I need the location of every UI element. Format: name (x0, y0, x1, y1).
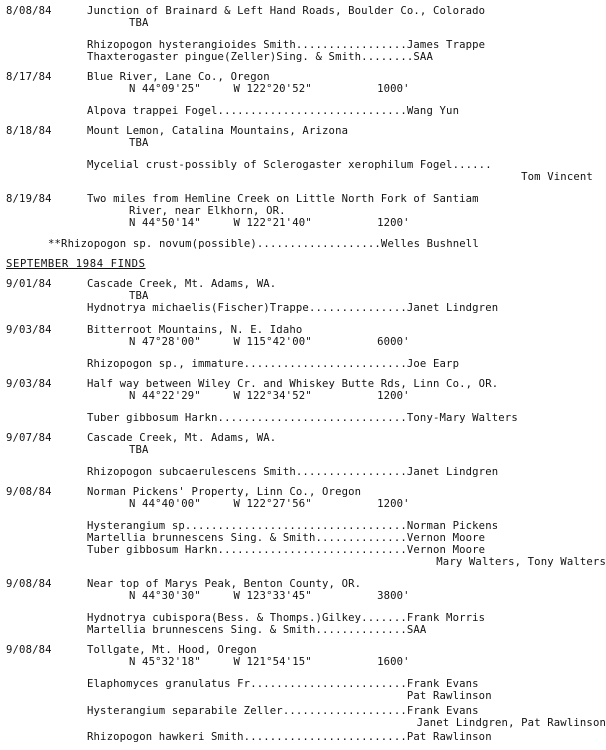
entry-date: 9/08/84 (6, 486, 52, 498)
location-detail: TBA (129, 17, 149, 29)
entry-date: 8/18/84 (6, 125, 52, 137)
collector-name: Janet Lindgren, Pat Rawlinson (416, 717, 606, 729)
location-detail: River, near Elkhorn, OR. (129, 205, 286, 217)
entry-line: Half way between Wiley Cr. and Whiskey Butte Rds, Linn Co., OR. (87, 378, 499, 390)
entry-line: Rhizopogon hysterangioides Smith.................James Trappe (87, 39, 486, 51)
entry-line: Bitterroot Mountains, N. E. Idaho (87, 324, 303, 336)
entry-line: Near top of Marys Peak, Benton County, OR. (87, 578, 362, 590)
entry-line: Two miles from Hemline Creek on Little North Fork of Santiam (87, 193, 479, 205)
location-detail: N 47°28'00" W 115°42'00" 6000' (129, 336, 410, 348)
location-detail: N 45°32'18" W 121°54'15" 1600' (129, 656, 410, 668)
entry-line: Hydnotrya michaelis(Fischer)Trappe...............Janet Lindgren (87, 302, 499, 314)
entry-line: Blue River, Lane Co., Oregon (87, 71, 270, 83)
entry-line: **Rhizopogon sp. novum(possible)...................Welles Bushnell (48, 238, 479, 250)
entry-line: Martellia brunnescens Sing. & Smith..............Vernon Moore (87, 532, 486, 544)
entry-date: 9/08/84 (6, 578, 52, 590)
entry-line: Rhizopogon subcaerulescens Smith.................Janet Lindgren (87, 466, 499, 478)
entry-line: Thaxterogaster pingue(Zeller)Sing. & Smith........SAA (87, 51, 433, 63)
location-detail: N 44°22'29" W 122°34'52" 1200' (129, 390, 410, 402)
entry-line: Tollgate, Mt. Hood, Oregon (87, 644, 257, 656)
entry-line: Tuber gibbosum Harkn.............................Vernon Moore (87, 544, 486, 556)
entry-line: Mycelial crust-possibly of Sclerogaster xerophilum Fogel...... (87, 159, 492, 171)
collector-name: Tom Vincent (521, 171, 606, 183)
location-detail: N 44°09'25" W 122°20'52" 1000' (129, 83, 410, 95)
location-detail: N 44°40'00" W 122°27'56" 1200' (129, 498, 410, 510)
section-heading: SEPTEMBER 1984 FINDS (6, 258, 146, 270)
entry-date: 8/17/84 (6, 71, 52, 83)
entry-date: 8/19/84 (6, 193, 52, 205)
entry-line: Rhizopogon hawkeri Smith.........................Pat Rawlinson (87, 731, 492, 743)
entry-line: Mount Lemon, Catalina Mountains, Arizona (87, 125, 349, 137)
entry-line: Cascade Creek, Mt. Adams, WA. (87, 278, 277, 290)
entry-line: Elaphomyces granulatus Fr........................Frank Evans (87, 678, 479, 690)
entry-line: Rhizopogon sp., immature.........................Joe Earp (87, 358, 460, 370)
entry-line: Hysterangium sp..................................Norman Pickens (87, 520, 499, 532)
entry-line: Cascade Creek, Mt. Adams, WA. (87, 432, 277, 444)
entry-date: 9/01/84 (6, 278, 52, 290)
entry-line: Hysterangium separabile Zeller...................Frank Evans (87, 705, 479, 717)
entry-line: Alpova trappei Fogel.............................Wang Yun (87, 105, 460, 117)
location-detail: TBA (129, 444, 149, 456)
location-detail: N 44°50'14" W 122°21'40" 1200' (129, 217, 410, 229)
entry-line: Tuber gibbosum Harkn.............................Tony-Mary Walters (87, 412, 518, 424)
entry-line: Martellia brunnescens Sing. & Smith..............SAA (87, 624, 427, 636)
entry-line: Hydnotrya cubispora(Bess. & Thomps.)Gilkey.......Frank Morris (87, 612, 486, 624)
entry-date: 9/03/84 (6, 378, 52, 390)
entry-date: 8/08/84 (6, 5, 52, 17)
collector-name: Mary Walters, Tony Walters (436, 556, 606, 568)
entry-date: 9/03/84 (6, 324, 52, 336)
entry-line: Norman Pickens' Property, Linn Co., Oregon (87, 486, 362, 498)
entry-date: 9/08/84 (6, 644, 52, 656)
entry-date: 9/07/84 (6, 432, 52, 444)
entry-line: Junction of Brainard & Left Hand Roads, Boulder Co., Colorado (87, 5, 486, 17)
location-detail: TBA (129, 290, 149, 302)
entry-line: Pat Rawlinson (87, 690, 492, 702)
location-detail: TBA (129, 137, 149, 149)
location-detail: N 44°30'30" W 123°33'45" 3800' (129, 590, 410, 602)
